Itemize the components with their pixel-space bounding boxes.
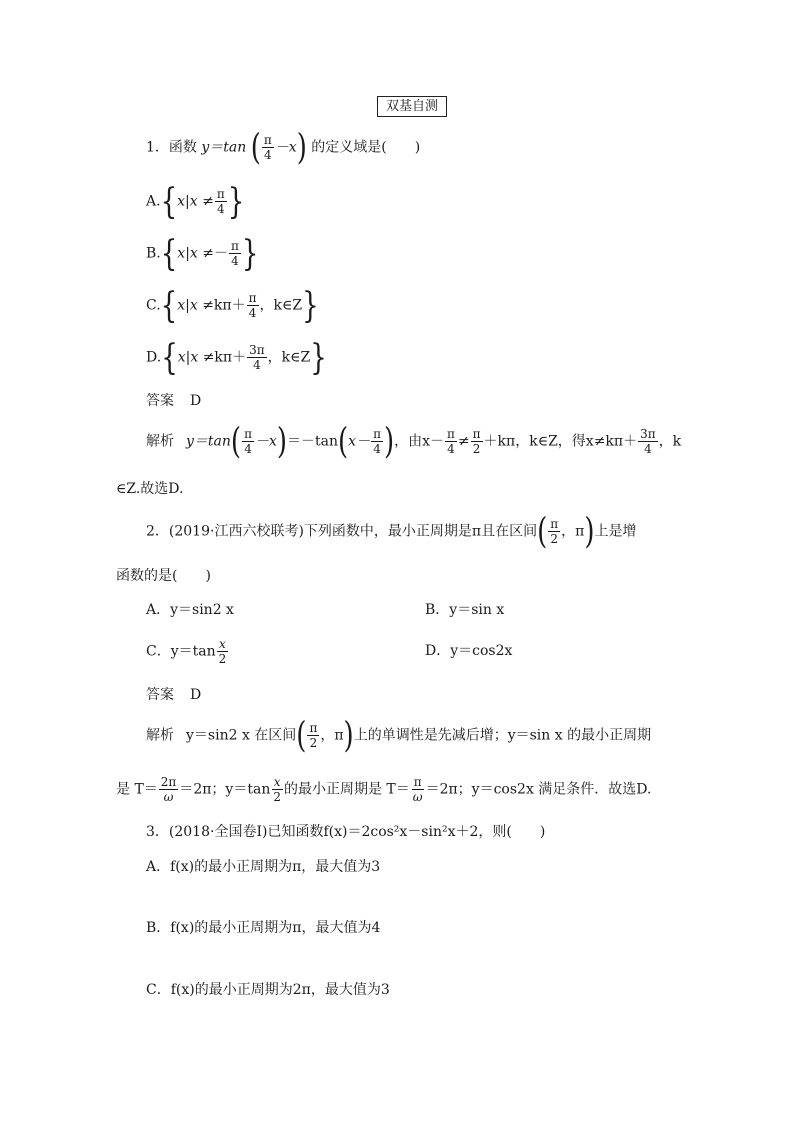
right-paren: ) bbox=[296, 127, 307, 168]
q1-option-a: A.{x|x ≠ $\frac{\pi}{4}$ } bbox=[146, 181, 245, 222]
q3-option-b: B．f(x)的最小正周期为π，最大值为4 bbox=[146, 920, 381, 936]
q1-answer: 答案 D bbox=[146, 393, 202, 409]
q3-option-c: C．f(x)的最小正周期为2π，最大值为3 bbox=[146, 982, 390, 998]
q1-stem bbox=[146, 127, 421, 168]
q3-option-a: A．f(x)的最小正周期为π，最大值为3 bbox=[146, 859, 381, 875]
left-paren: ( bbox=[250, 127, 261, 168]
q2-analysis-line2: 是 T＝ $\frac{2\pi}{\omega}$ ＝2π；y＝tan $\frac{x}{2}$ 的最小正周期是 T＝ $\frac{\pi}{\omega}$ ＝2π；y＝cos2x 满足条件．故选D. bbox=[116, 775, 652, 804]
q1-option-d: D.{x|x ≠kπ＋ $\frac{3\pi}{4}$ ，k∈Z} bbox=[146, 337, 327, 378]
q1-analysis-line2: ∈Z.故选D. bbox=[116, 481, 184, 497]
q2-answer: 答案 D bbox=[146, 687, 202, 703]
q1-minus-x: －x bbox=[274, 139, 297, 156]
q1-stem-suffix: 的定义域是( ) bbox=[311, 139, 421, 156]
q2-analysis-line1: 解析 y＝sin2 x 在区间( $\frac{\pi}{2}$ ，π)上的单调性是先减后增；y＝sin x 的最小正周期 bbox=[146, 715, 652, 756]
q1-option-c: C.{x|x ≠kπ＋ $\frac{\pi}{4}$ ，k∈Z} bbox=[146, 285, 319, 326]
q1-analysis-line1: 解析 y＝tan( $\frac{\pi}{4}$ －x)＝－tan(x－ $\frac{\pi}{4}$ )，由x－ $\frac{\pi}{4}$ ≠ $\frac{\pi}{2}$ ＋kπ，k∈Z，得x≠kπ＋ $\frac{3\pi}{4}$ ，k bbox=[146, 421, 682, 462]
q1-fraction: $\frac{\pi}{4}$ bbox=[263, 133, 272, 162]
q2-option-b: B．y＝sin x bbox=[425, 602, 505, 618]
section-title: 双基自测 bbox=[377, 96, 447, 117]
q2-option-c: C．y＝tan $\frac{x}{2}$ bbox=[146, 637, 227, 666]
q1-func: y＝tan bbox=[201, 139, 247, 156]
q3-stem: 3．(2018·全国卷Ⅰ)已知函数f(x)＝2cos²x－sin²x＋2，则( ) bbox=[146, 824, 546, 840]
q1-stem-prefix: 1．函数 bbox=[146, 139, 197, 156]
q2-stem-line1: 2．(2019·江西六校联考)下列函数中，最小正周期是π且在区间( $\frac{\pi}{2}$ ，π)上是增 bbox=[146, 511, 637, 552]
q2-option-d: D．y＝cos2x bbox=[425, 643, 513, 659]
q1-option-b: B.{x|x ≠－ $\frac{\pi}{4}$ } bbox=[146, 233, 259, 274]
q2-option-a: A．y＝sin2 x bbox=[146, 602, 234, 618]
q2-stem-line2: 函数的是( ) bbox=[116, 568, 211, 584]
